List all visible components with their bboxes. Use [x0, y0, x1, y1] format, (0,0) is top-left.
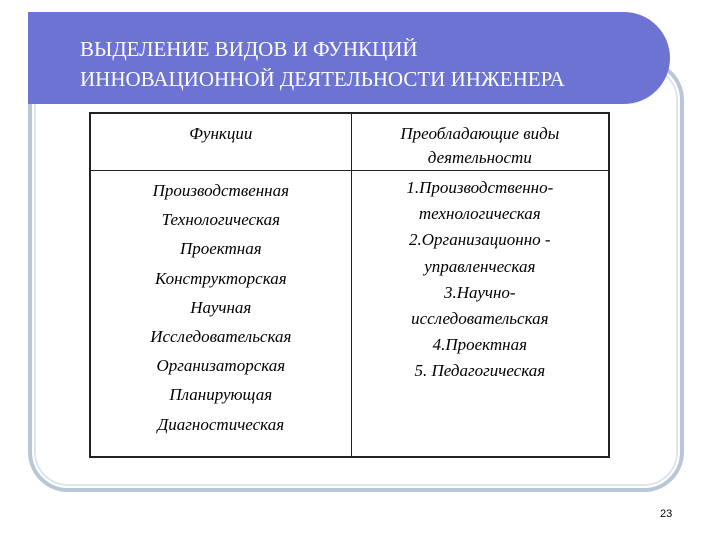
title-banner [28, 12, 670, 104]
header-activity-types: Преобладающие виды деятельности [400, 124, 560, 167]
function-item: Производственная [152, 181, 290, 200]
activity-types-list [352, 171, 608, 385]
slide-title-line-1: ВЫДЕЛЕНИЕ ВИДОВ И ФУНКЦИЙ [80, 37, 418, 61]
function-item: Технологическая [161, 210, 280, 230]
activity-type-item: 3.Научно-исследовательская [411, 282, 549, 329]
header-cell-types [351, 113, 609, 171]
slide-title-line-2: ИННОВАЦИОННОЙ ДЕЯТЕЛЬНОСТИ ИНЖЕНЕРА [80, 67, 565, 91]
table-body-row [90, 171, 609, 458]
slide-title [80, 34, 680, 94]
header-cell-functions [90, 113, 351, 171]
function-item: Диагностическая [157, 414, 285, 434]
function-item: Проектная [179, 239, 262, 259]
function-item: Организаторская [156, 356, 286, 376]
page-number: 23 [660, 508, 673, 520]
function-item: Конструкторская [154, 268, 287, 288]
activity-type-item: 2.Организационно - управленческая [409, 230, 551, 276]
functions-cell [90, 171, 351, 458]
activity-type-item: 5. Педагогическая [414, 361, 546, 381]
activity-type-item: 1.Производственно-технологическая [406, 178, 554, 224]
title-underline [82, 106, 664, 109]
types-cell [351, 171, 609, 458]
activity-type-item: 4.Проектная [432, 335, 528, 355]
table-header-row [90, 113, 609, 171]
functions-list [91, 171, 351, 439]
function-item: Планирующая [169, 385, 273, 405]
function-item: Научная [190, 297, 252, 317]
header-functions: Функции [189, 124, 253, 143]
functions-table [89, 112, 610, 458]
function-item: Исследовательская [150, 327, 292, 347]
